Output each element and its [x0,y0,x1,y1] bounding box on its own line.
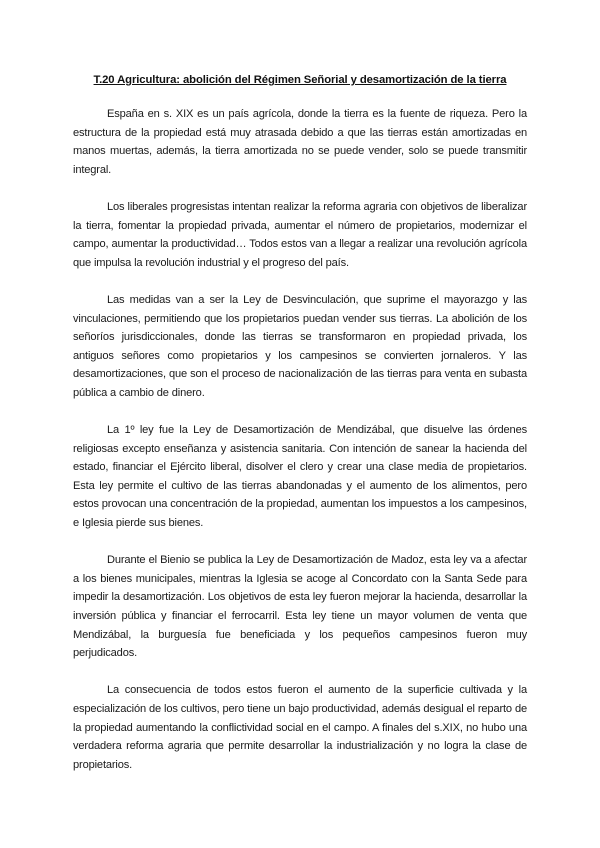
paragraph-medidas: Las medidas van a ser la Ley de Desvinculación, que suprime el mayorazgo y las vinculaciones, permitiendo que los propietarios puedan vender sus tierras. La abolición de los señoríos jurisdiccionales, donde las tierras se transformaron en propiedad privada, los antiguos señores como propietarios y los campesinos se convierten jornaleros. Y las desamortizaciones, que son el proceso de nacionalización de las tierras para venta en subasta pública a cambio de dinero. [73,293,527,399]
paragraph-madoz: Durante el Bienio se publica la Ley de Desamortización de Madoz, esta ley va a afectar a los bienes municipales, mientras la Iglesia se acoge al Concordato con la Santa Sede para impedir la desamortización. Los objetivos de esta ley fueron mejorar la hacienda, desarrollar la inversión pública y financiar el ferrocarril. Esta ley tiene un mayor volumen de venta que Mendizábal, la burguesía fue beneficiada y los pequeños campesinos fueron muy perjudicados. [73,554,527,660]
document-body [73,105,527,774]
document-title: T.20 Agricultura: abolición del Régimen Señorial y desamortización de la tierra [93,74,507,86]
paragraph-mendizabal: La 1º ley fue la Ley de Desamortización de Mendizábal, que disuelve las órdenes religiosas excepto enseñanza y asistencia sanitaria. Con intención de sanear la hacienda del estado, financiar el Ejército liberal, disolver el clero y crear una clase media de propietarios. Esta ley permite el cultivo de las tierras abandonadas y el aumento de los alimentos, pero estos provocan una concentración de la propiedad, aumentan los impuestos a los campesinos, e Iglesia pierde sus bienes. [73,424,527,530]
paragraph-intro: España en s. XIX es un país agrícola, donde la tierra es la fuente de riqueza. Pero la estructura de la propiedad está muy atrasada debido a que las tierras están amortizadas en manos muertas, además, la tierra amortizada no se puede vender, solo se puede transmitir integral. [73,108,527,176]
paragraph-liberales: Los liberales progresistas intentan realizar la reforma agraria con objetivos de liberalizar la tierra, fomentar la propiedad privada, aumentar el número de propietarios, modernizar el campo, aumentar la productividad… Todos estos van a llegar a realizar una revolución agrícola que impulsa la revolución industrial y el progreso del país. [73,200,527,269]
paragraph-consecuencias: La consecuencia de todos estos fueron el aumento de la superficie cultivada y la especialización de los cultivos, pero tiene un bajo productividad, además desigual el reparto de la propiedad aumentando la conflictividad social en el campo. A finales del s.XIX, no hubo una verdadera reforma agraria que permite desarrollar la industrialización y no logra la clase de propietarios. [73,684,527,771]
